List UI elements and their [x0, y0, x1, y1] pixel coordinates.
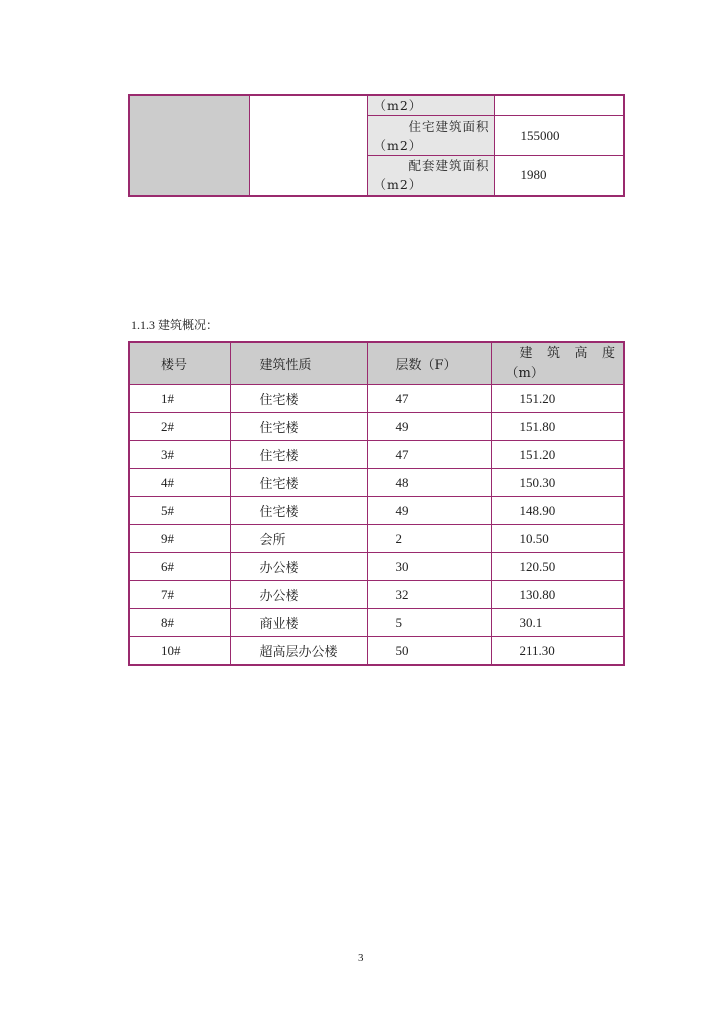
cell-building-number: 6# [129, 553, 230, 581]
cell-building-type: 住宅楼 [230, 413, 367, 441]
cell-floors: 5 [367, 609, 491, 637]
table-row [129, 469, 624, 497]
table-row [129, 609, 624, 637]
area-label-cell [367, 116, 494, 156]
cell-building-type: 办公楼 [230, 553, 367, 581]
table-row [129, 441, 624, 469]
header-building-type: 建筑性质 [230, 342, 367, 385]
cell-building-type: 会所 [230, 525, 367, 553]
cell-building-type: 住宅楼 [230, 385, 367, 413]
cell-building-number: 3# [129, 441, 230, 469]
table-row [129, 581, 624, 609]
header-floors: 层数（F） [367, 342, 491, 385]
cell-building-number: 1# [129, 385, 230, 413]
header-building-height [491, 342, 624, 385]
cell-building-type: 住宅楼 [230, 469, 367, 497]
table-row [129, 637, 624, 666]
cell-building-number: 4# [129, 469, 230, 497]
cell-floors: 49 [367, 413, 491, 441]
cell-building-height: 10.50 [491, 525, 624, 553]
area-summary-table [128, 94, 625, 197]
cell-building-height: 211.30 [491, 637, 624, 666]
cell-building-height: 150.30 [491, 469, 624, 497]
cell-building-height: 151.80 [491, 413, 624, 441]
cell-floors: 47 [367, 385, 491, 413]
cell-building-type: 住宅楼 [230, 497, 367, 525]
cell-building-number: 9# [129, 525, 230, 553]
section-title: 1.1.3 建筑概况： [131, 318, 219, 332]
area-value-cell: 1980 [494, 156, 624, 196]
header-building-number: 楼号 [129, 342, 230, 385]
table-row [129, 385, 624, 413]
cell-floors: 47 [367, 441, 491, 469]
area-label-unit: （m2） [373, 98, 423, 113]
area-label-unit: （m2） [373, 177, 423, 193]
table-row [129, 525, 624, 553]
header-height-label: 建 筑 高 度 [519, 345, 617, 361]
page-number: 3 [358, 952, 364, 964]
cell-building-number: 7# [129, 581, 230, 609]
area-value-cell: 155000 [494, 116, 624, 156]
cell-floors: 48 [367, 469, 491, 497]
cell-building-height: 30.1 [491, 609, 624, 637]
area-label-cell [367, 95, 494, 116]
cell-building-type: 商业楼 [230, 609, 367, 637]
table-row [129, 413, 624, 441]
cell-building-type: 超高层办公楼 [230, 637, 367, 666]
cell-building-height: 151.20 [491, 385, 624, 413]
table-row [129, 553, 624, 581]
area-value-cell [494, 95, 624, 116]
blank-gray-cell [129, 95, 249, 196]
cell-floors: 2 [367, 525, 491, 553]
cell-building-height: 130.80 [491, 581, 624, 609]
cell-building-type: 住宅楼 [230, 441, 367, 469]
cell-building-height: 120.50 [491, 553, 624, 581]
table-body [129, 385, 624, 666]
cell-floors: 49 [367, 497, 491, 525]
cell-building-type: 办公楼 [230, 581, 367, 609]
cell-building-number: 10# [129, 637, 230, 666]
blank-cell [249, 95, 367, 196]
cell-floors: 50 [367, 637, 491, 666]
header-height-unit: （m） [505, 365, 544, 381]
cell-building-height: 148.90 [491, 497, 624, 525]
cell-floors: 30 [367, 553, 491, 581]
table-row [129, 497, 624, 525]
cell-building-number: 2# [129, 413, 230, 441]
table-header-row [129, 342, 624, 385]
table-row [129, 95, 624, 116]
area-label-cell [367, 156, 494, 196]
building-overview-table [128, 341, 625, 666]
area-label-text: 住宅建筑面积 [408, 118, 490, 134]
cell-floors: 32 [367, 581, 491, 609]
area-label-unit: （m2） [373, 137, 423, 153]
cell-building-number: 8# [129, 609, 230, 637]
cell-building-height: 151.20 [491, 441, 624, 469]
area-label-text: 配套建筑面积 [408, 158, 490, 174]
cell-building-number: 5# [129, 497, 230, 525]
